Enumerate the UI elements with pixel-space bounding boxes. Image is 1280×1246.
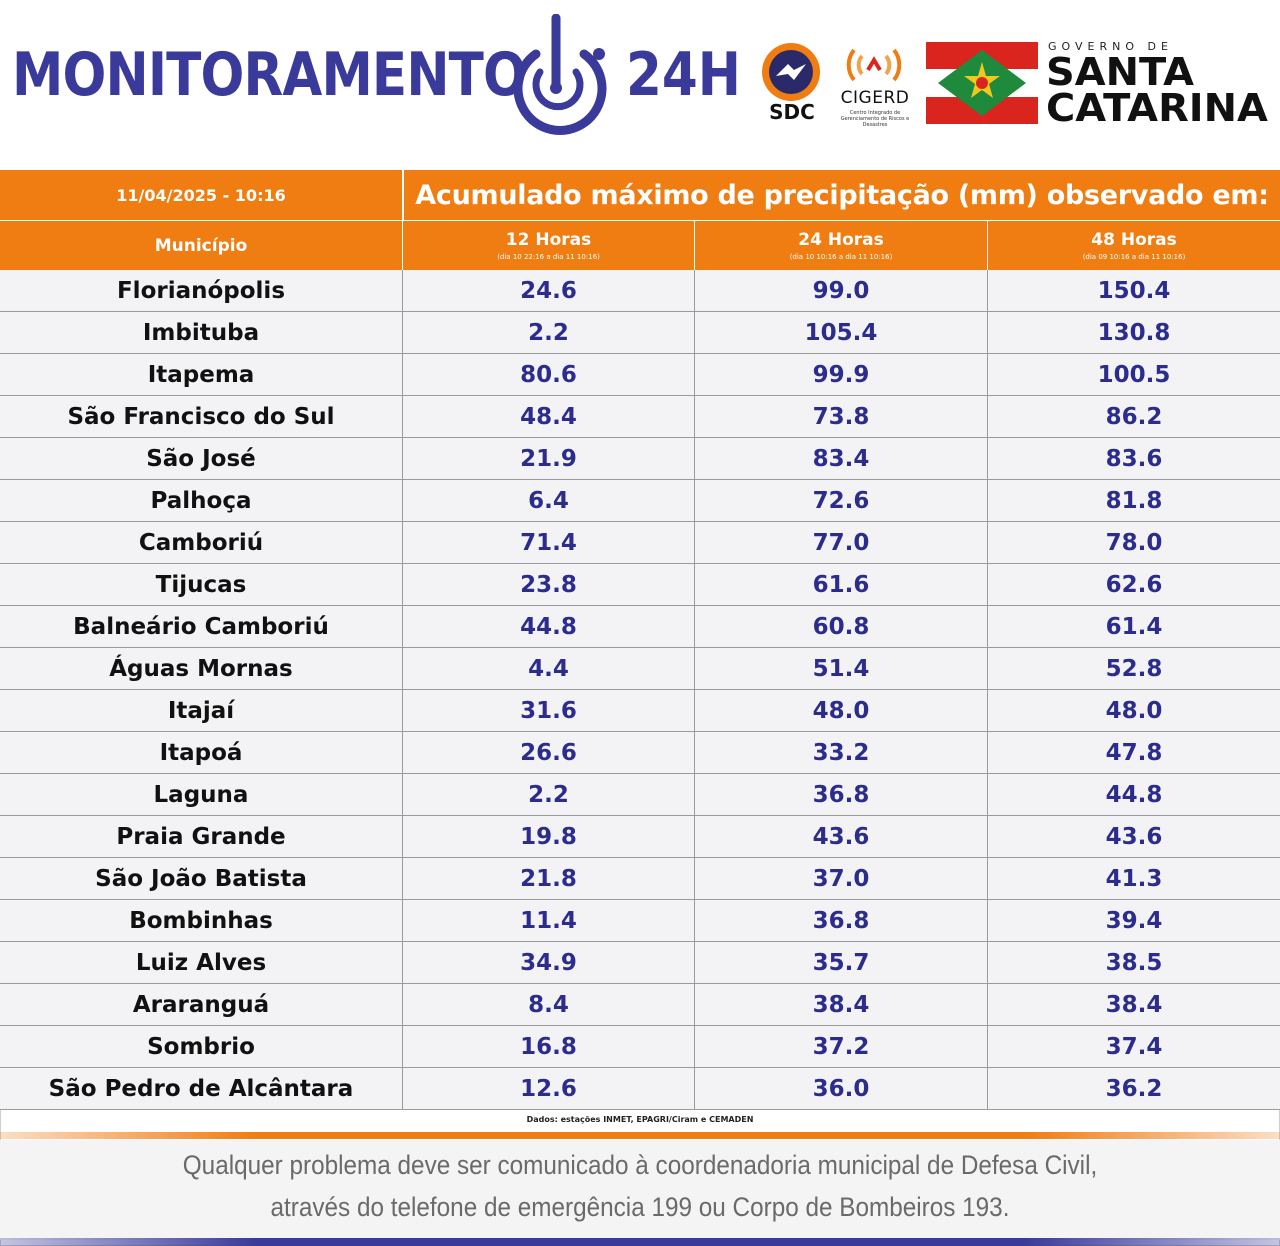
table-row	[0, 564, 1280, 606]
value-48h-cell: 44.8	[987, 774, 1280, 815]
value-12h-cell: 80.6	[402, 354, 694, 395]
municipio-cell: São José	[146, 445, 256, 472]
value-12h-cell: 19.8	[402, 816, 694, 857]
data-source-note: Dados: estações INMET, EPAGRI/Ciram e CEMADEN	[526, 1115, 754, 1124]
municipio-cell: Itapema	[147, 361, 255, 388]
table-row	[0, 900, 1280, 942]
value-12h-cell: 16.8	[402, 1026, 694, 1067]
footer-line-1: Qualquer problema deve ser comunicado à coordenadoria municipal de Defesa Civil,	[182, 1150, 1098, 1180]
value-48h-cell: 81.8	[987, 480, 1280, 521]
municipio-cell: Luiz Alves	[135, 949, 267, 976]
value-24h-cell: 51.4	[694, 648, 987, 689]
column-header-label: 12 Horas	[505, 229, 592, 250]
table-row	[0, 270, 1280, 312]
cigerd-subtitle: Centro Integrado de Gerenciamento de Riscos e Desastres	[840, 110, 910, 128]
municipio-cell: Itajaí	[167, 697, 235, 724]
table-title-row	[0, 170, 1280, 220]
value-48h-cell: 52.8	[987, 648, 1280, 689]
table-title: Acumulado máximo de precipitação (mm) observado em:	[402, 170, 1280, 220]
value-12h-cell: 21.8	[402, 858, 694, 899]
value-24h-cell: 37.0	[694, 858, 987, 899]
report-datetime: 11/04/2025 - 10:16	[116, 185, 286, 205]
value-12h-cell: 2.2	[402, 312, 694, 353]
table-row	[0, 774, 1280, 816]
value-48h-cell: 39.4	[987, 900, 1280, 941]
value-24h-cell: 33.2	[694, 732, 987, 773]
value-48h-cell: 37.4	[987, 1026, 1280, 1067]
value-12h-cell: 44.8	[402, 606, 694, 647]
municipio-cell: Araranguá	[132, 991, 270, 1018]
column-header-period: (dia 09 10:16 a dia 11 10:16)	[1082, 252, 1186, 261]
value-24h-cell: 36.0	[694, 1068, 987, 1109]
value-48h-cell: 48.0	[987, 690, 1280, 731]
value-24h-cell: 38.4	[694, 984, 987, 1025]
column-header-municipio	[0, 221, 402, 271]
value-48h-cell: 41.3	[987, 858, 1280, 899]
table-row	[0, 522, 1280, 564]
value-48h-cell: 78.0	[987, 522, 1280, 563]
value-12h-cell: 34.9	[402, 942, 694, 983]
column-header-label: 24 Horas	[798, 229, 884, 250]
value-24h-cell: 83.4	[694, 438, 987, 479]
value-24h-cell: 36.8	[694, 900, 987, 941]
value-12h-cell: 24.6	[402, 270, 694, 311]
municipio-cell: Camboriú	[138, 529, 264, 556]
table-row	[0, 816, 1280, 858]
value-12h-cell: 23.8	[402, 564, 694, 605]
municipio-cell: Itapoá	[159, 739, 243, 766]
table-header-row	[0, 220, 1280, 271]
brand-title: MONITORAMENTO	[12, 40, 526, 110]
value-24h-cell: 37.2	[694, 1026, 987, 1067]
column-header-24h	[694, 221, 987, 271]
value-24h-cell: 105.4	[694, 312, 987, 353]
value-48h-cell: 100.5	[987, 354, 1280, 395]
value-48h-cell: 43.6	[987, 816, 1280, 857]
municipio-cell: Sombrio	[147, 1033, 255, 1060]
footer	[0, 1140, 1280, 1240]
gov-subtitle: GOVERNO DE	[1048, 40, 1173, 53]
value-48h-cell: 130.8	[987, 312, 1280, 353]
municipio-cell: São Francisco do Sul	[67, 403, 335, 430]
column-header-label: 48 Horas	[1091, 229, 1177, 250]
municipio-cell: Balneário Camboriú	[73, 613, 329, 640]
value-48h-cell: 38.5	[987, 942, 1280, 983]
table-row	[0, 480, 1280, 522]
municipio-cell: Florianópolis	[116, 277, 286, 304]
value-48h-cell: 61.4	[987, 606, 1280, 647]
power-icon	[496, 14, 616, 144]
value-12h-cell: 4.4	[402, 648, 694, 689]
municipio-cell: São João Batista	[95, 865, 307, 892]
value-12h-cell: 11.4	[402, 900, 694, 941]
footer-line-2: através do telefone de emergência 199 ou Corpo de Bombeiros 193.	[270, 1192, 1010, 1222]
column-header-period: (dia 10 22:16 a dia 11 10:16)	[497, 252, 600, 261]
table-row	[0, 648, 1280, 690]
gov-title	[1046, 50, 1268, 130]
table-row	[0, 732, 1280, 774]
value-12h-cell: 48.4	[402, 396, 694, 437]
brand-24h: 24H	[626, 40, 741, 110]
value-12h-cell: 12.6	[402, 1068, 694, 1109]
municipio-cell: São Pedro de Alcântara	[48, 1075, 354, 1102]
value-12h-cell: 2.2	[402, 774, 694, 815]
value-48h-cell: 62.6	[987, 564, 1280, 605]
sdc-label: SDC	[769, 100, 815, 124]
value-48h-cell: 36.2	[987, 1068, 1280, 1109]
value-12h-cell: 26.6	[402, 732, 694, 773]
orange-divider	[0, 1132, 1280, 1139]
municipio-cell: Tijucas	[155, 571, 247, 598]
value-48h-cell: 83.6	[987, 438, 1280, 479]
value-24h-cell: 36.8	[694, 774, 987, 815]
table-row	[0, 1026, 1280, 1068]
table-row	[0, 354, 1280, 396]
municipio-cell: Praia Grande	[116, 823, 286, 850]
value-24h-cell: 43.6	[694, 816, 987, 857]
column-header-12h	[402, 221, 694, 271]
table-row	[0, 396, 1280, 438]
blue-divider	[0, 1238, 1280, 1246]
municipio-cell: Laguna	[153, 781, 249, 808]
table-row	[0, 1068, 1280, 1110]
value-12h-cell: 31.6	[402, 690, 694, 731]
value-12h-cell: 71.4	[402, 522, 694, 563]
table-row	[0, 942, 1280, 984]
value-24h-cell: 60.8	[694, 606, 987, 647]
value-12h-cell: 8.4	[402, 984, 694, 1025]
cigerd-signal-icon	[846, 44, 902, 88]
value-24h-cell: 73.8	[694, 396, 987, 437]
value-48h-cell: 38.4	[987, 984, 1280, 1025]
table-row	[0, 984, 1280, 1026]
value-24h-cell: 35.7	[694, 942, 987, 983]
column-header-48h	[987, 221, 1280, 271]
value-24h-cell: 61.6	[694, 564, 987, 605]
table-row	[0, 312, 1280, 354]
gov-title-line2: CATARINA	[1046, 86, 1268, 130]
value-12h-cell: 21.9	[402, 438, 694, 479]
santa-catarina-flag-icon	[926, 42, 1038, 124]
value-24h-cell: 99.9	[694, 354, 987, 395]
value-24h-cell: 48.0	[694, 690, 987, 731]
table-row	[0, 606, 1280, 648]
column-header-label: Município	[154, 235, 248, 256]
table-row	[0, 858, 1280, 900]
column-header-period: (dia 10 10:16 a dia 11 10:16)	[789, 252, 893, 261]
value-48h-cell: 47.8	[987, 732, 1280, 773]
value-24h-cell: 72.6	[694, 480, 987, 521]
value-24h-cell: 77.0	[694, 522, 987, 563]
value-24h-cell: 99.0	[694, 270, 987, 311]
value-48h-cell: 150.4	[987, 270, 1280, 311]
table-row	[0, 438, 1280, 480]
municipio-cell: Imbituba	[142, 319, 260, 346]
table-row	[0, 690, 1280, 732]
municipio-cell: Palhoça	[150, 487, 252, 514]
gov-title-line1: SANTA	[1046, 50, 1195, 94]
municipio-cell: Águas Mornas	[109, 655, 293, 682]
header	[0, 0, 1280, 170]
municipio-cell: Bombinhas	[129, 907, 273, 934]
cigerd-label: CIGERD	[840, 88, 910, 108]
value-48h-cell: 86.2	[987, 396, 1280, 437]
value-12h-cell: 6.4	[402, 480, 694, 521]
